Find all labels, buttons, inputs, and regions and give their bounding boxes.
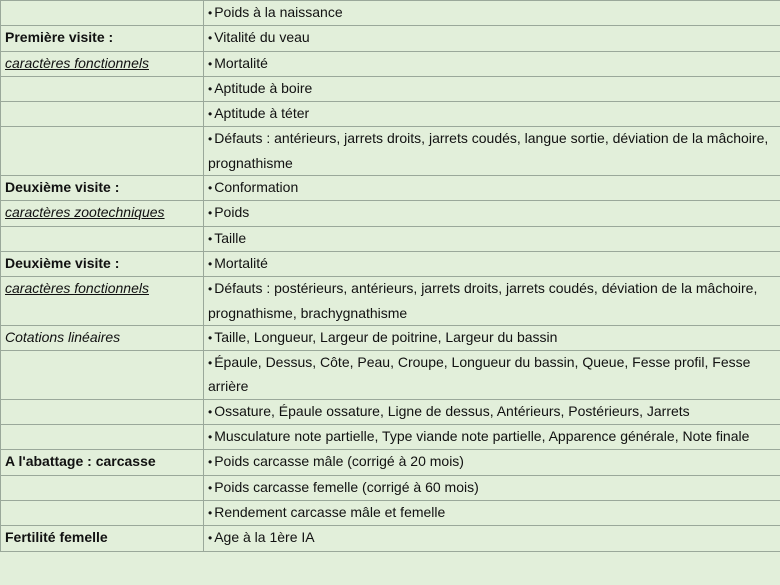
trait-cell	[204, 526, 780, 551]
category-cell	[1, 1, 204, 26]
trait-label: Poids carcasse mâle (corrigé à 20 mois)	[214, 453, 464, 470]
category-label: Fertilité femelle	[5, 529, 108, 546]
trait-cell	[204, 399, 780, 424]
table-row	[1, 127, 780, 176]
table-row	[1, 26, 780, 51]
bullet-icon: •	[208, 480, 213, 495]
trait-cell	[204, 450, 780, 475]
table-row	[1, 51, 780, 76]
category-cell	[1, 450, 204, 475]
table-row	[1, 351, 780, 400]
trait-label: Ossature, Épaule ossature, Ligne de dessus, Antérieurs, Postérieurs, Jarrets	[214, 402, 690, 419]
table-row	[1, 1, 780, 26]
category-cell	[1, 325, 204, 350]
category-label: caractères fonctionnels	[5, 280, 149, 297]
trait-label: Aptitude à téter	[214, 105, 310, 122]
bullet-icon: •	[208, 282, 213, 297]
category-cell	[1, 26, 204, 51]
trait-cell	[204, 26, 780, 51]
table-row	[1, 399, 780, 424]
trait-label: Musculature note partielle, Type viande note partielle, Apparence générale, Note finale	[214, 428, 750, 445]
trait-cell	[204, 127, 780, 176]
bullet-icon: •	[208, 56, 213, 71]
trait-cell	[204, 325, 780, 350]
category-cell	[1, 201, 204, 226]
trait-cell	[204, 1, 780, 26]
trait-cell	[204, 277, 780, 326]
category-cell	[1, 425, 204, 450]
trait-cell	[204, 201, 780, 226]
bullet-icon: •	[208, 505, 213, 520]
category-cell	[1, 277, 204, 326]
category-label: A l'abattage : carcasse	[5, 453, 156, 470]
table-row	[1, 201, 780, 226]
table-row	[1, 251, 780, 276]
category-label: Cotations linéaires	[5, 328, 121, 345]
bullet-icon: •	[208, 531, 213, 546]
trait-cell	[204, 176, 780, 201]
trait-label: Poids	[214, 204, 250, 221]
bullet-icon: •	[208, 330, 213, 345]
trait-cell	[204, 475, 780, 500]
bullet-icon: •	[208, 206, 213, 221]
bullet-icon: •	[208, 31, 213, 46]
trait-cell	[204, 425, 780, 450]
category-cell	[1, 226, 204, 251]
trait-label: Épaule, Dessus, Côte, Peau, Croupe, Longueur du bassin, Queue, Fesse profil, Fesse arrière	[208, 354, 751, 395]
bullet-icon: •	[208, 404, 213, 419]
table-row	[1, 76, 780, 101]
bullet-icon: •	[208, 231, 213, 246]
category-cell	[1, 399, 204, 424]
bullet-icon: •	[208, 6, 213, 20]
trait-label: Mortalité	[214, 54, 268, 71]
trait-label: Défauts : antérieurs, jarrets droits, jarrets coudés, langue sortie, déviation de la mâchoire, prognathisme	[208, 130, 769, 171]
trait-cell	[204, 76, 780, 101]
bullet-icon: •	[208, 107, 213, 122]
table-row	[1, 475, 780, 500]
trait-label: Aptitude à boire	[214, 79, 313, 96]
trait-cell	[204, 251, 780, 276]
category-label: Première visite :	[5, 29, 114, 46]
trait-cell	[204, 500, 780, 525]
category-label: caractères zootechniques	[5, 204, 165, 221]
table-row	[1, 526, 780, 551]
category-cell	[1, 251, 204, 276]
trait-label: Poids carcasse femelle (corrigé à 60 mois)	[214, 478, 479, 495]
bullet-icon: •	[208, 256, 213, 271]
trait-cell	[204, 226, 780, 251]
table-row	[1, 102, 780, 127]
category-cell	[1, 351, 204, 400]
category-cell	[1, 51, 204, 76]
table-row	[1, 226, 780, 251]
table-row	[1, 325, 780, 350]
trait-label: Taille, Longueur, Largeur de poitrine, Largeur du bassin	[214, 328, 558, 345]
table-body	[1, 1, 780, 552]
table-row	[1, 500, 780, 525]
trait-label: Age à la 1ère IA	[214, 529, 315, 546]
trait-label: Conformation	[214, 179, 299, 196]
bullet-icon: •	[208, 356, 213, 371]
category-cell	[1, 102, 204, 127]
category-cell	[1, 127, 204, 176]
trait-cell	[204, 51, 780, 76]
table-row	[1, 277, 780, 326]
category-label: caractères fonctionnels	[5, 54, 149, 71]
category-label: Deuxième visite :	[5, 254, 120, 271]
trait-label: Vitalité du veau	[214, 29, 310, 46]
bullet-icon: •	[208, 455, 213, 470]
category-cell	[1, 176, 204, 201]
table-row	[1, 176, 780, 201]
trait-label: Taille	[214, 229, 247, 246]
trait-label: Poids à la naissance	[214, 4, 343, 20]
bullet-icon: •	[208, 430, 213, 445]
table-row	[1, 425, 780, 450]
category-cell	[1, 500, 204, 525]
category-cell	[1, 526, 204, 551]
bullet-icon: •	[208, 132, 213, 147]
category-cell	[1, 76, 204, 101]
category-label: Deuxième visite :	[5, 179, 120, 196]
trait-label: Mortalité	[214, 254, 268, 271]
category-cell	[1, 475, 204, 500]
table-row	[1, 450, 780, 475]
trait-cell	[204, 102, 780, 127]
trait-label: Défauts : postérieurs, antérieurs, jarrets droits, jarrets coudés, déviation de la mâchoire, prognathisme, brachygnathisme	[208, 280, 758, 321]
bullet-icon: •	[208, 181, 213, 196]
trait-label: Rendement carcasse mâle et femelle	[214, 503, 446, 520]
bullet-icon: •	[208, 81, 213, 96]
trait-cell	[204, 351, 780, 400]
